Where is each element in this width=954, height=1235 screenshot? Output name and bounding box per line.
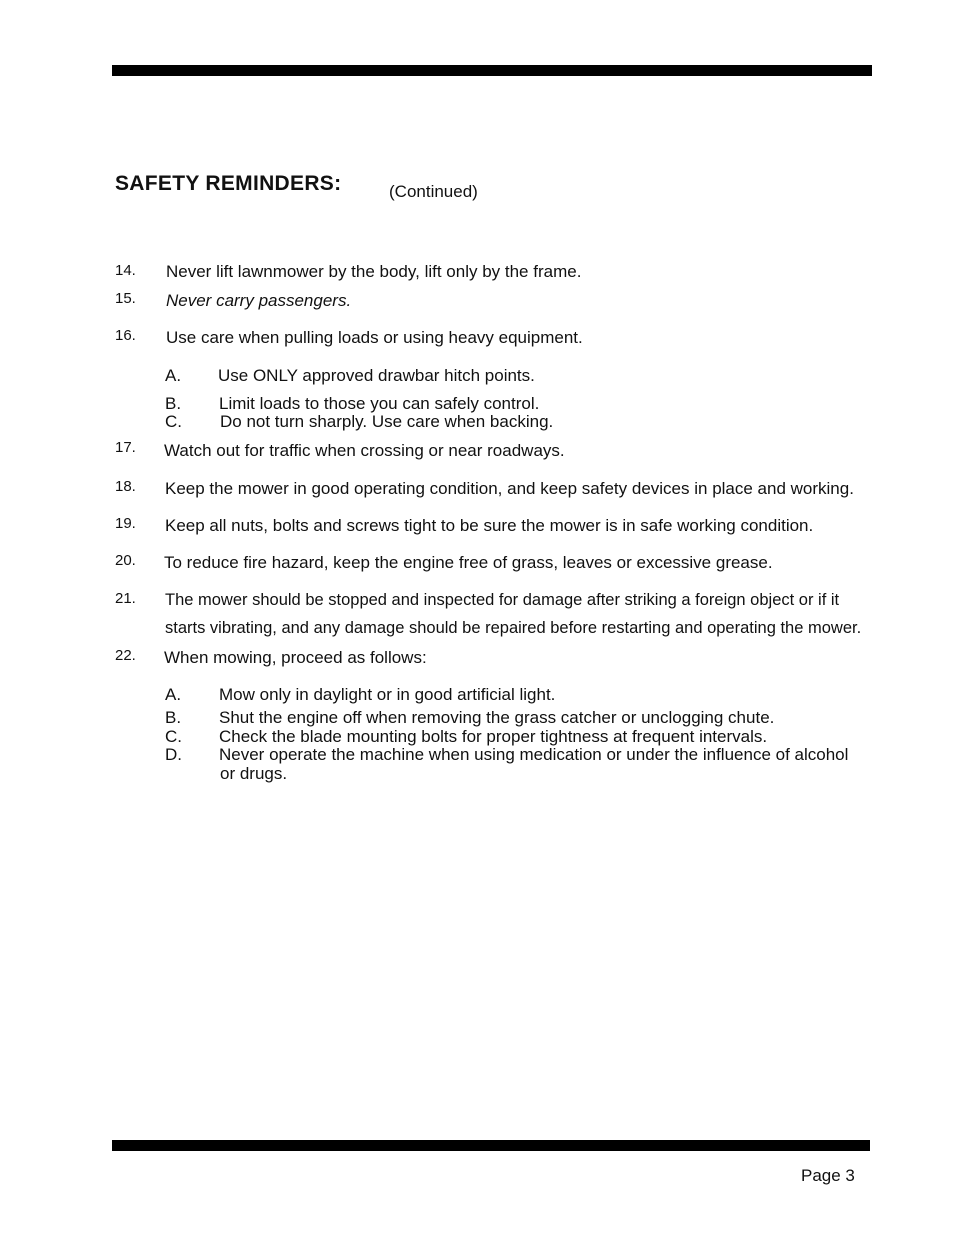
subitem-text: Never operate the machine when using medication or under the influence of alcohol	[219, 745, 849, 764]
item-number: 18.	[115, 478, 136, 495]
page-number: Page 3	[801, 1166, 855, 1185]
subitem-text: Use ONLY approved drawbar hitch points.	[218, 366, 535, 385]
subitem-text: Mow only in daylight or in good artificial light.	[219, 685, 556, 704]
subitem-letter: C.	[165, 412, 182, 431]
subitem-text: Limit loads to those you can safely control.	[219, 394, 540, 413]
item-text: Keep all nuts, bolts and screws tight to be sure the mower is in safe working condition.	[165, 516, 814, 535]
item-text: Use care when pulling loads or using heavy equipment.	[166, 328, 583, 347]
bottom-divider	[112, 1140, 870, 1151]
subitem-letter: A.	[165, 685, 182, 704]
subitem-text: Shut the engine off when removing the grass catcher or unclogging chute.	[219, 708, 775, 727]
item-number: 22.	[115, 647, 136, 664]
item-text: Never lift lawnmower by the body, lift only by the frame.	[166, 262, 582, 281]
item-text: To reduce fire hazard, keep the engine free of grass, leaves or excessive grease.	[164, 553, 773, 572]
subitem-letter: D.	[165, 745, 182, 764]
item-number: 21.	[115, 590, 136, 607]
item-text: Keep the mower in good operating condition, and keep safety devices in place and working.	[165, 479, 854, 498]
item-text: Watch out for traffic when crossing or near roadways.	[164, 441, 565, 460]
item-number: 14.	[115, 262, 136, 279]
item-number: 15.	[115, 290, 136, 307]
item-number: 17.	[115, 439, 136, 456]
continued-note: (Continued)	[389, 182, 478, 201]
subitem-text-continued: or drugs.	[220, 764, 288, 783]
subitem-letter: C.	[165, 727, 182, 746]
item-number: 16.	[115, 327, 136, 344]
item-text-continued: starts vibrating, and any damage should be repaired before restarting and operating the mower.	[165, 619, 862, 637]
top-divider	[112, 65, 872, 76]
item-text: When mowing, proceed as follows:	[164, 648, 427, 667]
subitem-text: Check the blade mounting bolts for proper tightness at frequent intervals.	[219, 727, 768, 746]
subitem-letter: A.	[165, 366, 182, 385]
item-text: The mower should be stopped and inspected for damage after striking a foreign object or if it	[165, 591, 840, 609]
item-number: 19.	[115, 515, 136, 532]
item-text: Never carry passengers.	[166, 291, 352, 310]
subitem-letter: B.	[165, 708, 182, 727]
item-number: 20.	[115, 552, 136, 569]
page-title: SAFETY REMINDERS:	[115, 172, 342, 195]
subitem-text: Do not turn sharply. Use care when backing.	[220, 412, 554, 431]
subitem-letter: B.	[165, 394, 182, 413]
